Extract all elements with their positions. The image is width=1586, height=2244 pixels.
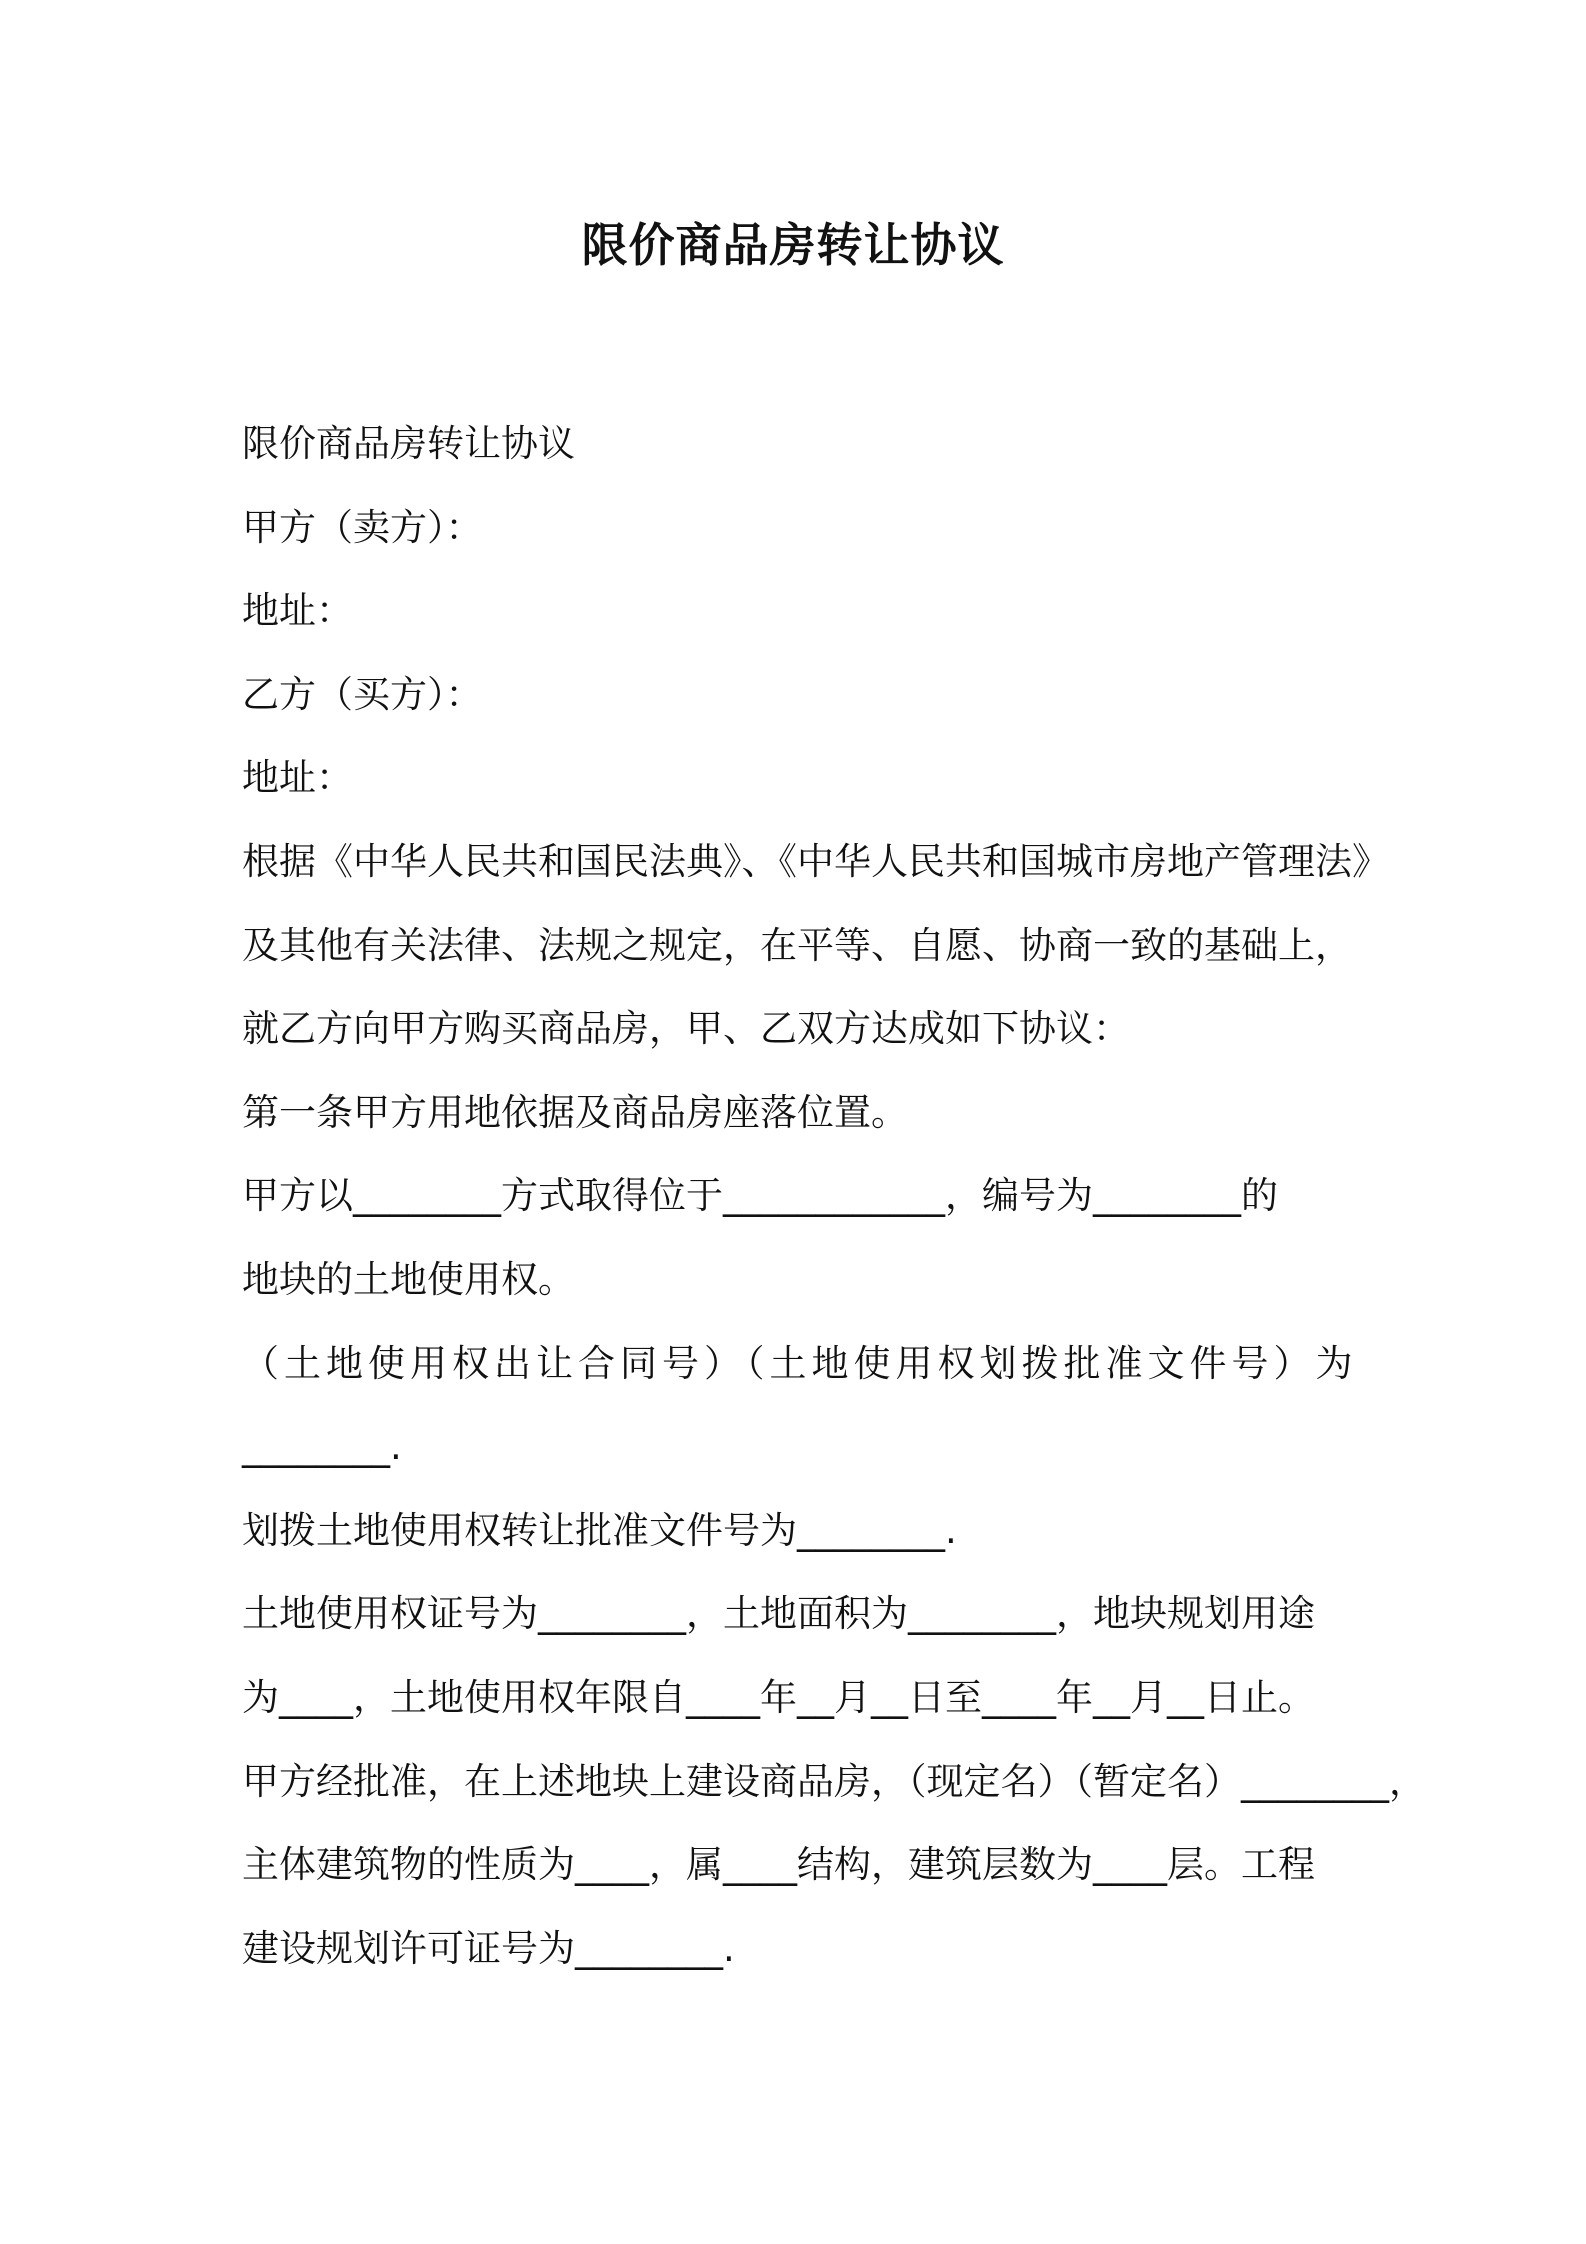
body-line-land-term: 为____，土地使用权年限自____年__月__日至____年__月__日止。 [242,1675,1315,1719]
body-line-planning-permit: 建设规划许可证号为________. [242,1926,735,1970]
body-line-heading: 限价商品房转让协议 [242,422,575,465]
body-line-party-b: 乙方（买方）： [242,672,483,716]
document-body [242,402,1426,1990]
body-line-building-name: 甲方经批准，在上述地块上建设商品房，（现定名）（暂定名）________， [242,1759,1426,1803]
body-line-land-acquisition: 甲方以________方式取得位于____________，编号为________的 [242,1174,1278,1218]
body-line-legal-basis-1: 根据《中华人民共和国民法典》、《中华人民共和国城市房地产管理法》 [242,839,1389,883]
body-line-legal-basis-2: 及其他有关法律、法规之规定，在平等、自愿、协商一致的基础上， [242,923,1352,967]
body-line-building-structure: 主体建筑物的性质为____，属____结构，建筑层数为____层。工程 [242,1843,1315,1887]
body-line-contract-number: （土地使用权出让合同号）（土地使用权划拨批准文件号）为 [242,1341,1358,1385]
body-line-land-use-right: 地块的土地使用权。 [242,1257,575,1301]
body-line-transfer-approval: 划拨土地使用权转让批准文件号为________. [242,1508,957,1552]
body-line-party-b-address: 地址： [242,756,353,800]
body-line-certificate-number: 土地使用权证号为________，土地面积为________，地块规划用途 [242,1592,1315,1636]
body-line-contract-number-blank: ________. [242,1425,402,1469]
body-line-legal-basis-3: 就乙方向甲方购买商品房，甲、乙双方达成如下协议： [242,1007,1130,1051]
document-title: 限价商品房转让协议 [581,218,1005,272]
body-line-party-a-address: 地址： [242,589,353,633]
body-line-party-a: 甲方（卖方）： [242,505,483,549]
body-line-article-1: 第一条甲方用地依据及商品房座落位置。 [242,1090,908,1134]
